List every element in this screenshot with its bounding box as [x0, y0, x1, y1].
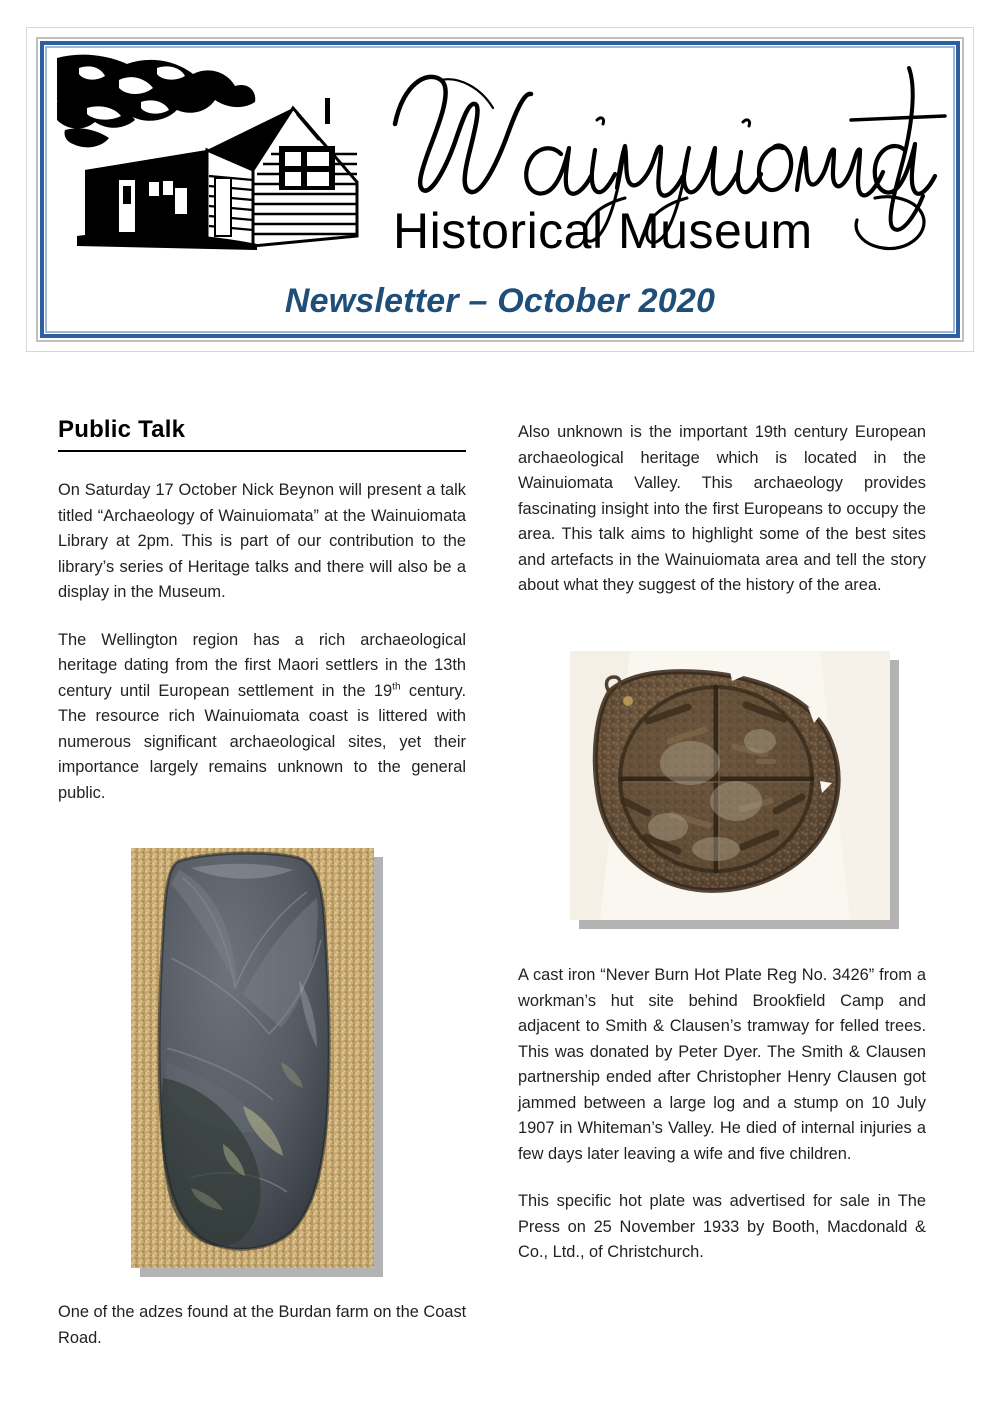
- photo-image-hotplate: [570, 651, 890, 920]
- photo-cast-iron-hot-plate: [570, 651, 890, 920]
- photo-stone-adze: [131, 848, 374, 1268]
- left-paragraph-1: On Saturday 17 October Nick Beynon will present a talk titled “Archaeology of Wainuiomata” at the Wainuiomata Library at 2pm. This is part of our contribution to the library’s series of Heritage talks and there will also be a display in the Museum.: [58, 481, 466, 601]
- left-paragraph-2-part-b: century. The resource rich Wainuiomata coast is littered with numerous significant archaeological sites, yet their importance largely remains unknown to the general public.: [58, 681, 466, 802]
- svg-text:Historical Museum: Historical Museum: [393, 203, 813, 259]
- right-paragraph-3: This specific hot plate was advertised for sale in The Press on 25 November 1933 by Booth, Macdonald & Co., Ltd., of Christchurch.: [518, 1192, 926, 1261]
- right-paragraph-2: A cast iron “Never Burn Hot Plate Reg No. 3426” from a workman’s hut site behind Brookfield Camp and adjacent to Smith & Clausen’s tramway for felled trees. This was donated by Peter Dyer. The Smith & Clausen partnership ended after Christopher Henry Clausen got jammed between a large log and a stump on 10 July 1907 in Whiteman’s Valley. He died of internal injuries a few days later leaving a wife and five children.: [518, 966, 926, 1163]
- left-paragraph-2: [58, 628, 466, 807]
- right-column-top: [518, 420, 926, 599]
- heading-divider: [58, 450, 466, 452]
- museum-building-logo-icon: [57, 50, 387, 272]
- adze-photo-caption: One of the adzes found at the Burdan farm on the Coast Road.: [58, 1303, 467, 1347]
- adze-caption-wrapper: [58, 1300, 470, 1351]
- photo-image-adze: [131, 848, 374, 1268]
- section-heading-public-talk: Public Talk: [58, 416, 186, 443]
- left-paragraph-2-part-a: The Wellington region has a rich archaeological heritage dating from the first Maori settlers in the 13th century until European settlement in the 19: [58, 630, 466, 700]
- hot-plate-illustration: [570, 651, 890, 920]
- wainuiomata-script-wordmark: [389, 58, 949, 266]
- newsletter-title: Newsletter – October 2020: [284, 282, 716, 320]
- masthead-content: [49, 50, 951, 329]
- adze-illustration: [131, 848, 374, 1268]
- masthead-banner: [26, 27, 974, 352]
- right-column-bottom: [518, 963, 926, 1266]
- ordinal-superscript: th: [392, 681, 401, 693]
- right-paragraph-1: Also unknown is the important 19th century European archaeological heritage which is located in the Wainuiomata Valley. This archaeology provides fascinating insight into the first Europeans to occupy the area. This talk aims to highlight some of the best sites and artefacts in the Wainuiomata area and tell the story about what they suggest of the history of the area.: [518, 423, 926, 594]
- left-column: [58, 416, 466, 806]
